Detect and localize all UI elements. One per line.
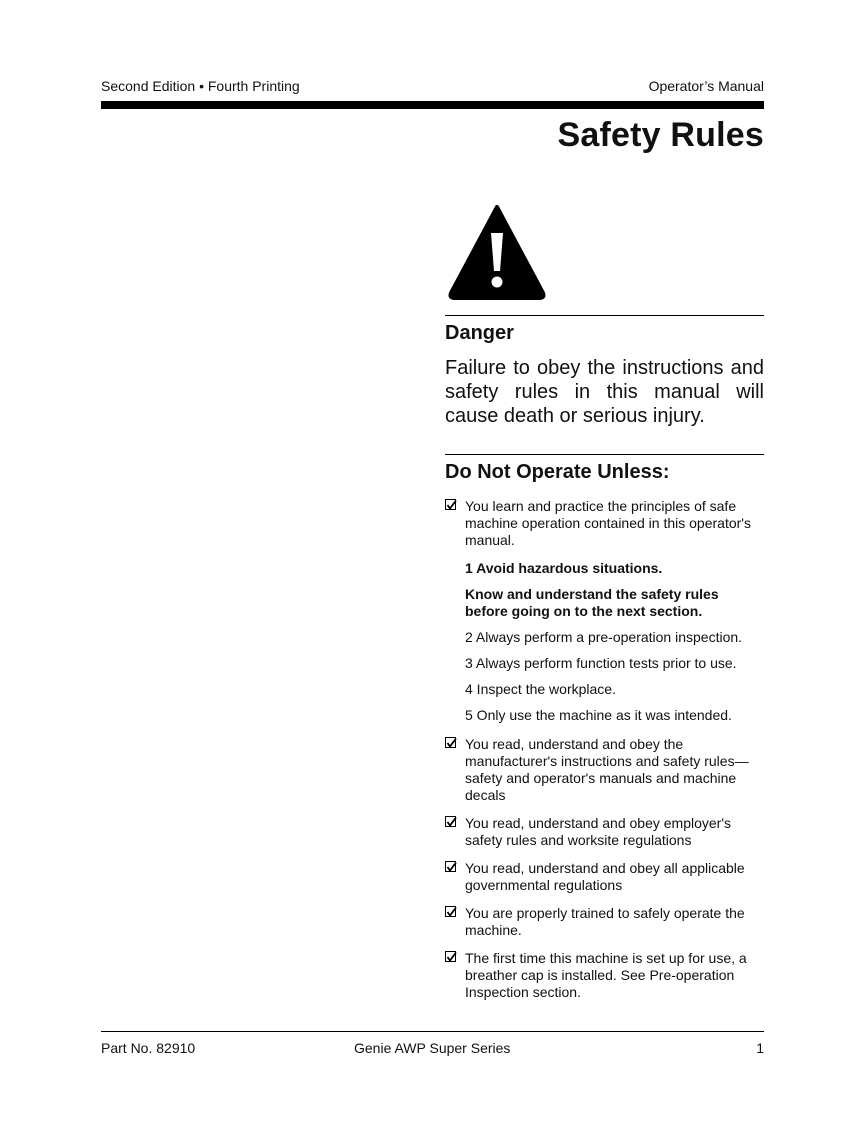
step-item: 1 Avoid hazardous situations. xyxy=(465,560,663,576)
checkbox-checked-icon xyxy=(445,861,456,872)
checklist xyxy=(445,498,764,1012)
header-manual-title: Operator’s Manual xyxy=(648,78,764,94)
footer-page-number: 1 xyxy=(756,1040,764,1056)
checklist-item xyxy=(445,905,764,939)
warning-triangle-icon xyxy=(447,203,547,301)
step-item: 2 Always perform a pre-operation inspection. xyxy=(465,629,743,645)
checklist-item-text: You read, understand and obey all applicable governmental regulations xyxy=(465,860,745,893)
danger-rule xyxy=(445,315,764,316)
checkbox-checked-icon xyxy=(445,737,456,748)
checklist-item xyxy=(445,860,764,894)
checklist-item xyxy=(445,736,764,804)
footer-rule xyxy=(101,1031,764,1032)
step-note: Know and understand the safety rules before going on to the next section. xyxy=(465,586,719,619)
checklist-item-text: You read, understand and obey employer's safety rules and worksite regulations xyxy=(465,815,732,848)
checklist-item xyxy=(445,815,764,849)
do-not-operate-rule xyxy=(445,454,764,455)
checkbox-checked-icon xyxy=(445,951,456,962)
checklist-item-text: You are properly trained to safely operate the machine. xyxy=(465,905,745,938)
do-not-operate-heading: Do Not Operate Unless: xyxy=(445,461,670,483)
checklist-item-text: The first time this machine is set up for use, a breather cap is installed. See Pre-operation Inspection section. xyxy=(465,950,747,1000)
header-rule xyxy=(101,101,764,109)
danger-heading: Danger xyxy=(445,322,514,344)
step-item: 5 Only use the machine as it was intended. xyxy=(465,707,732,723)
checkbox-checked-icon xyxy=(445,499,456,510)
checkbox-checked-icon xyxy=(445,816,456,827)
checkbox-checked-icon xyxy=(445,906,456,917)
step-item: 3 Always perform function tests prior to use. xyxy=(465,655,737,671)
footer-part-number: Part No. 82910 xyxy=(101,1040,196,1056)
checklist-item xyxy=(445,950,764,1001)
checklist-item-text: You learn and practice the principles of safe machine operation contained in this operator's manual. xyxy=(465,498,751,548)
header-edition: Second Edition • Fourth Printing xyxy=(101,78,300,94)
footer-series: Genie AWP Super Series xyxy=(354,1040,511,1056)
page-title: Safety Rules xyxy=(557,116,764,154)
checklist-item-text: You read, understand and obey the manufacturer's instructions and safety rules—safety and operator's manuals and machine decals xyxy=(465,736,749,803)
step-item: 4 Inspect the workplace. xyxy=(465,681,616,697)
checklist-item xyxy=(445,498,764,549)
danger-text: Failure to obey the instructions and safety rules in this manual will cause death or serious injury. xyxy=(445,357,764,427)
